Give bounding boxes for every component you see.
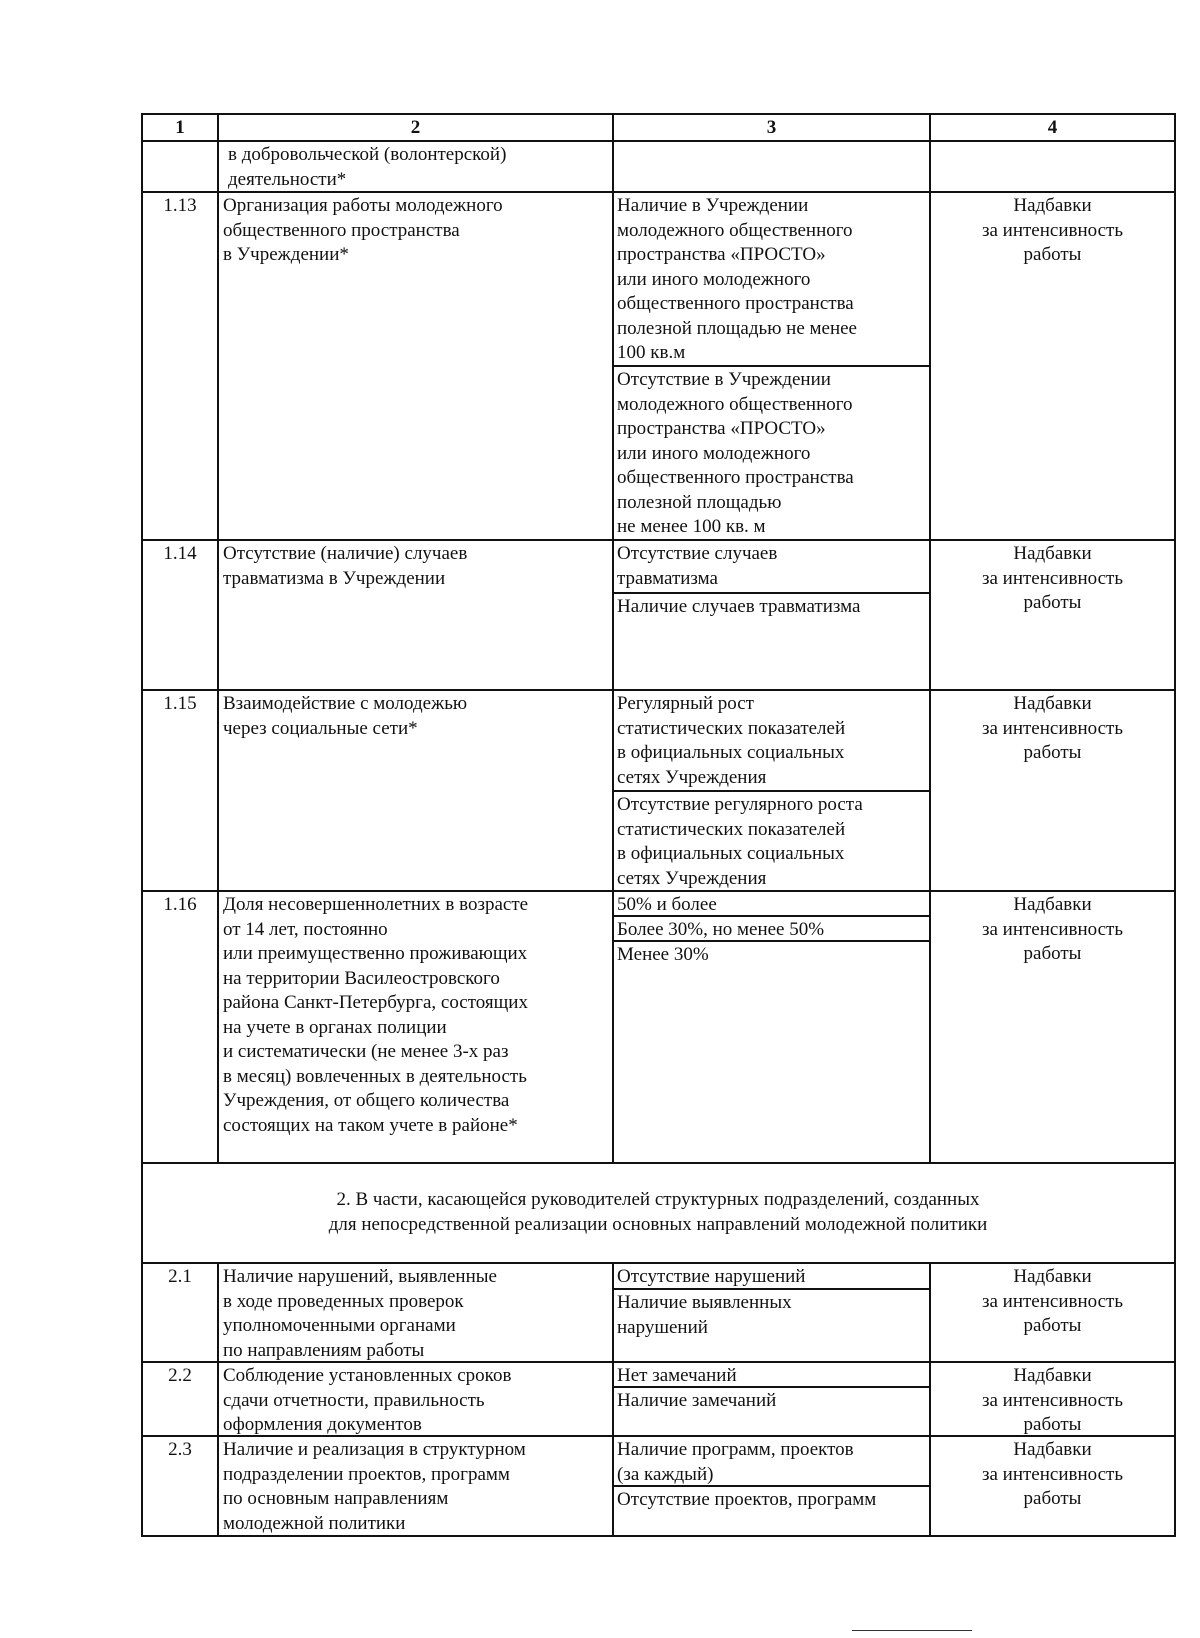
row-condition: Менее 30% bbox=[617, 944, 709, 965]
row-condition: Отсутствие нарушений bbox=[617, 1266, 806, 1287]
row-condition: Более 30%, но менее 50% bbox=[617, 919, 825, 940]
column-divider bbox=[217, 113, 219, 1164]
row-condition: Наличие в Учреждении молодежного общественного пространства «ПРОСТО» или иного молодежного общественного пространства полезной площадью не менее 100 кв.м bbox=[617, 195, 857, 363]
row-payment: Надбавки за интенсивность работы bbox=[981, 693, 1124, 763]
cell-divider bbox=[613, 592, 929, 594]
row-criterion: Наличие нарушений, выявленные в ходе проведенных проверок уполномоченными органами по направлениям работы bbox=[223, 1266, 497, 1361]
column-divider bbox=[217, 1262, 219, 1537]
row-number: 1.16 bbox=[163, 894, 197, 915]
row-condition: Регулярный рост статистических показателей в официальных социальных сетях Учреждения bbox=[617, 693, 846, 788]
row-line bbox=[141, 689, 1176, 691]
column-divider bbox=[612, 1262, 614, 1537]
row-condition: Нет замечаний bbox=[617, 1365, 737, 1386]
row-criterion: Организация работы молодежного общественного пространства в Учреждении* bbox=[223, 195, 503, 265]
row-criterion: Соблюдение установленных сроков сдачи отчетности, правильность оформления документов bbox=[223, 1365, 512, 1435]
row-number: 1.14 bbox=[163, 543, 197, 564]
header-col-3: 3 bbox=[766, 117, 777, 138]
row-line bbox=[141, 1262, 1176, 1264]
row-condition: Наличие случаев травматизма bbox=[617, 596, 861, 617]
row-condition: Отсутствие регулярного роста статистических показателей в официальных социальных сетях Учреждения bbox=[617, 794, 863, 889]
row-criterion: Взаимодействие с молодежью через социальные сети* bbox=[223, 693, 468, 739]
header-col-2: 2 bbox=[410, 117, 421, 138]
table-border-top bbox=[141, 113, 1176, 115]
header-col-1: 1 bbox=[175, 117, 185, 138]
row-condition: Отсутствие в Учреждении молодежного общественного пространства «ПРОСТО» или иного молодежного общественного пространства полезной площадью не менее 100 кв. м bbox=[617, 369, 854, 537]
header-col-4: 4 bbox=[1047, 117, 1058, 138]
row-criterion: Доля несовершеннолетних в возрасте от 14 лет, постоянно или преимущественно проживающих на территории Василеостровского района Санкт-Петербурга, состоящих на учете в органах полиции и систематически (не менее 3-х раз в месяц) вовлеченных в деятельность Учреждения, от общего количества состоящих на таком учете в районе* bbox=[223, 894, 529, 1136]
cell-divider bbox=[613, 790, 929, 792]
row-payment: Надбавки за интенсивность работы bbox=[981, 1266, 1124, 1336]
row-number: 2.2 bbox=[168, 1365, 192, 1386]
row-condition: Наличие программ, проектов (за каждый) bbox=[617, 1439, 854, 1485]
column-divider bbox=[929, 113, 931, 1164]
row-number: 1.15 bbox=[163, 693, 197, 714]
section-title: 2. В части, касающейся руководителей структурных подразделений, созданных для непосредственной реализации основных направлений молодежной политики bbox=[328, 1189, 988, 1235]
continuation-criterion: в добровольческой (волонтерской) деятельности* bbox=[228, 144, 507, 190]
row-condition: Отсутствие случаев травматизма bbox=[617, 543, 778, 589]
row-criterion: Наличие и реализация в структурном подразделении проектов, программ по основным направлениям молодежной политики bbox=[223, 1439, 526, 1534]
row-payment: Надбавки за интенсивность работы bbox=[981, 1365, 1124, 1435]
row-payment: Надбавки за интенсивность работы bbox=[981, 894, 1124, 964]
row-condition: Отсутствие проектов, программ bbox=[617, 1489, 877, 1510]
row-condition: Наличие замечаний bbox=[617, 1390, 777, 1411]
table-border-left bbox=[141, 113, 143, 1537]
row-condition: Наличие выявленных нарушений bbox=[617, 1292, 792, 1338]
table-border-right bbox=[1174, 113, 1176, 1537]
row-number: 2.3 bbox=[168, 1439, 192, 1460]
row-condition: 50% и более bbox=[617, 894, 717, 915]
row-number: 1.13 bbox=[163, 195, 197, 216]
footer-rule bbox=[852, 1630, 972, 1631]
row-payment: Надбавки за интенсивность работы bbox=[981, 195, 1124, 265]
row-payment: Надбавки за интенсивность работы bbox=[981, 1439, 1124, 1509]
row-number: 2.1 bbox=[168, 1266, 192, 1287]
row-line bbox=[141, 1162, 1176, 1164]
column-divider bbox=[612, 113, 614, 1164]
row-criterion: Отсутствие (наличие) случаев травматизма в Учреждении bbox=[223, 543, 468, 589]
row-payment: Надбавки за интенсивность работы bbox=[981, 543, 1124, 613]
